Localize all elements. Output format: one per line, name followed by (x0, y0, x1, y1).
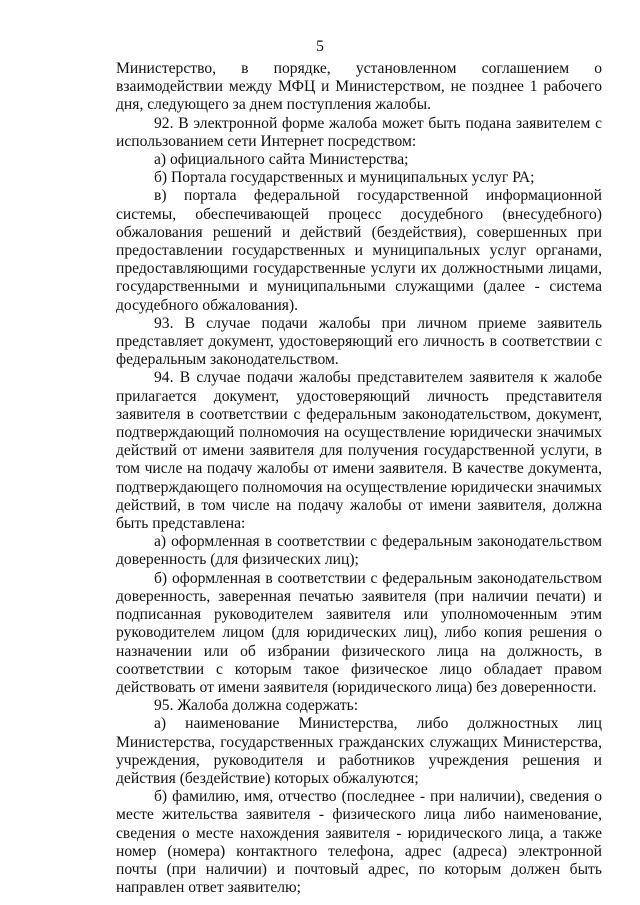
paragraph: б) Портала государственных и муниципальных услуг РА; (154, 169, 535, 187)
paragraph: Министерство, в порядке, установленном соглашением о взаимодействии между МФЦ и Министерством, не позднее 1 рабочего дня, следующего за днем поступления жалобы. (116, 60, 602, 114)
paragraph: а) оформленная в соответствии с федеральным законодательством доверенность (для физических лиц); (116, 533, 602, 569)
paragraph: б) фамилию, имя, отчество (последнее - при наличии), сведения о месте жительства заявителя - физического лица либо наименование, сведения о месте нахождения заявителя - юридического лица, а также номер (номера) контактного телефона, адрес (адреса) электронной почты (при наличии) и почтовый адрес, по которым должен быть направлен ответ заявителю; (116, 788, 602, 897)
paragraph: б) оформленная в соответствии с федеральным законодательством доверенность, заверенная печатью заявителя (при наличии печати) и подписанная руководителем заявителя или уполномоченным этим руководителем лицом (для юридических лиц), либо копия решения о назначении или об избрании физического лица на должность, в соответствии с которым такое физическое лицо обладает правом действовать от имени заявителя (юридического лица) без доверенности. (116, 569, 602, 696)
paragraph: а) официального сайта Министерства; (154, 151, 409, 169)
paragraph: 93. В случае подачи жалобы при личном приеме заявитель представляет документ, удостоверяющий его личность в соответствии с федеральным законодательством. (116, 314, 602, 369)
page-number: 5 (316, 38, 324, 55)
paragraph: 94. В случае подачи жалобы представителем заявителя к жалобе прилагается документ, удостоверяющий личность представителя заявителя в соответствии с федеральным законодательством, документ, подтверждающий полномочия на осуществление юридически значимых действий от имени заявителя для получения государственной услуги, в том числе на подачу жалобы от имени заявителя. В качестве документа, подтверждающего полномочия на осуществление юридически значимых действий, в том числе на подачу жалобы от имени заявителя, должна быть представлена: (116, 369, 602, 533)
paragraph: 92. В электронной форме жалоба может быть подана заявителем с использованием сети Интернет посредством: (116, 114, 602, 150)
paragraph: а) наименование Министерства, либо должностных лиц Министерства, государственных гражданских служащих Министерства, учреждения, руководителя и работников учреждения решения и действия (бездействие) которых обжалуются; (116, 715, 602, 787)
paragraph: 95. Жалоба должна содержать: (154, 697, 359, 715)
document-body (116, 60, 602, 897)
paragraph: в) портала федеральной государственной информационной системы, обеспечивающей процесс досудебного (внесудебного) обжалования решений и действий (бездействия), совершенных при предоставлении государственных и муниципальных услуг органами, предоставляющими государственные услуги их должностными лицами, государственными и муниципальными служащими (далее - система досудебного обжалования). (116, 187, 602, 314)
